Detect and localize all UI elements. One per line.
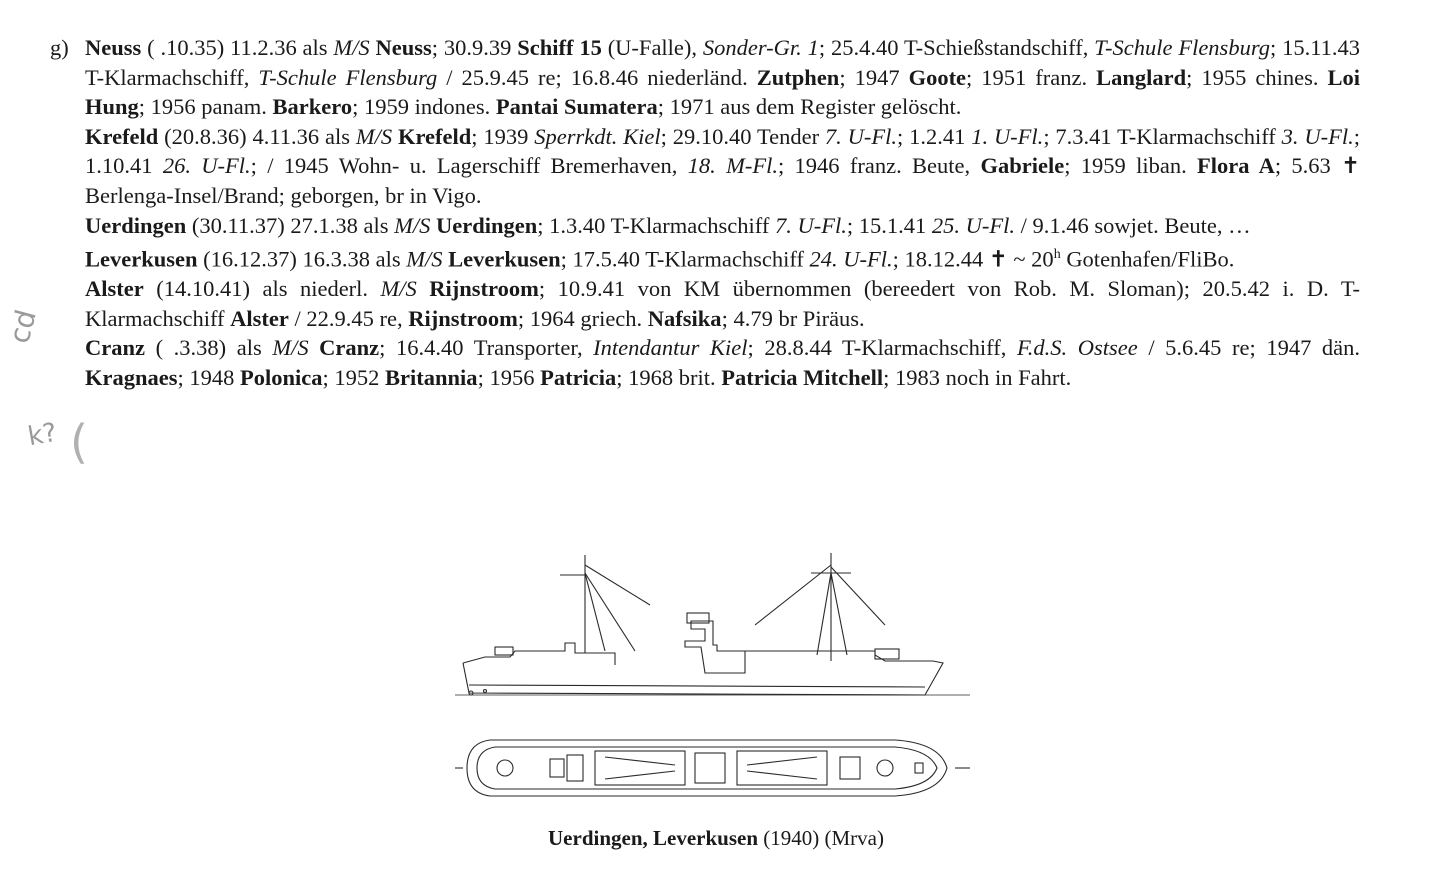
entry-text: (14.10.41) als niederl. [143, 276, 381, 302]
entry-text: ; 30.9.39 [431, 35, 518, 60]
unit-italic: F.d.S. Ostsee [1016, 335, 1138, 361]
unit-italic: M/S [355, 123, 393, 149]
caption-ship-names: Uerdingen, Leverkusen [548, 826, 759, 850]
entry-text: ; 15.11.43 T-Klarmachschiff, [85, 35, 1361, 90]
ship-name: Kragnaes [85, 365, 178, 391]
unit-italic: 3. U-Fl. [1281, 123, 1354, 149]
entry-text: ; 28.8.44 T-Klarmachschiff, [747, 335, 1017, 361]
ship-name: Goote [908, 64, 967, 90]
entry-text: ; 4.79 br Piräus. [721, 305, 865, 331]
ship-name: Britannia [385, 365, 478, 391]
unit-italic: M/S [394, 212, 431, 238]
entry-text: (U-Falle), [601, 35, 703, 60]
entry-text: / 25.9.45 re; 16.8.46 niederländ. [437, 64, 757, 90]
ship-name: Rijnstroom [408, 305, 518, 331]
entry-text: h [1053, 247, 1061, 263]
ship-entry-uerdingen [85, 211, 1360, 241]
margin-pencil-note: k? [25, 417, 60, 453]
unit-italic: M/S [380, 276, 417, 302]
ship-name: Schiff 15 [517, 35, 602, 60]
ship-entry-alster [85, 274, 1360, 333]
entry-text: ; 1968 brit. [616, 365, 722, 391]
entry-text [417, 276, 430, 301]
entry-text: ; 1971 aus dem Register gelöscht. [657, 94, 962, 120]
margin-pencil-mark: ( [70, 415, 88, 469]
ship-name: Patricia [540, 365, 617, 391]
unit-italic: M/S [406, 246, 443, 272]
entry-text: / 5.6.45 re; 1947 dän. [1137, 335, 1361, 361]
ship-name: Uerdingen [85, 212, 187, 238]
entry-text: Gotenhafen/FliBo. [1060, 246, 1235, 272]
ship-name: Langlard [1096, 64, 1187, 90]
entry-text: ; 1947 [839, 64, 909, 90]
ship-name: Krefeld [85, 123, 159, 149]
ship-name: Rijnstroom [429, 276, 539, 302]
entry-text: ; 17.5.40 T-Klarmachschiff [560, 246, 810, 272]
entry-text: ; 1939 [471, 123, 535, 149]
entry-text: / 9.1.46 sowjet. Beute, … [1014, 212, 1251, 238]
ship-entries [85, 33, 1360, 393]
ship-name: Flora A [1197, 153, 1275, 179]
entry-text: ; 10.9.41 von KM übernommen (bereedert von Rob. M. Sloman); 20.5.42 i. D. T-Klarmachschiff [85, 276, 1360, 331]
entry-text: ; 5.63 ✝ Berlenga-Insel/Brand; geborgen, br in Vigo. [85, 153, 1360, 208]
entry-text: ; 1.10.41 [85, 123, 1360, 179]
entry-text: ; 1955 chines. [1186, 64, 1328, 90]
ship-name: Neuss [85, 35, 142, 60]
ship-name: Polonica [240, 365, 323, 391]
entry-text: ; 1946 franz. Beute, [777, 153, 981, 179]
ship-name: Cranz [319, 335, 380, 361]
ship-name: Loi Hung [85, 64, 1360, 120]
ship-name: Uerdingen [436, 212, 538, 238]
entry-text: ; 1983 noch in Fahrt. [883, 365, 1072, 391]
ship-name: Leverkusen [85, 246, 198, 272]
entry-text: ; 15.1.41 [846, 212, 932, 238]
entry-text: ; 1959 liban. [1064, 153, 1198, 179]
caption-details: (1940) (Mrva) [758, 826, 884, 850]
entry-text: (16.12.37) 16.3.38 als [197, 246, 407, 272]
entry-text: ; 18.12.44 ✝ ~ 20 [892, 246, 1054, 272]
entry-text: ; 1.2.41 [897, 123, 972, 149]
figure-caption [0, 826, 1432, 851]
unit-italic: T-Schule Flensburg [258, 64, 438, 90]
entry-text: ; 16.4.40 Transporter, [379, 335, 594, 361]
entry-text: ; 1948 [177, 365, 241, 391]
entry-text: ; 7.3.41 T-Klarmachschiff [1043, 123, 1282, 149]
margin-pencil-note: cd [2, 306, 43, 347]
section-letter: g) [50, 35, 69, 60]
ship-name: Gabriele [980, 153, 1065, 179]
unit-italic: 7. U-Fl. [774, 212, 847, 238]
ship-entry-leverkusen [85, 240, 1360, 274]
entry-text: ; 1959 indones. [352, 94, 496, 120]
unit-italic: M/S [333, 35, 370, 60]
unit-italic: 18. M-Fl. [687, 153, 778, 179]
entry-text: ; 1956 [477, 365, 541, 391]
entry-text: ; 1952 [322, 365, 386, 391]
entry-text: ; 1956 panam. [138, 94, 273, 120]
entry-text: (20.8.36) 4.11.36 als [158, 123, 356, 149]
entry-text: ; 1951 franz. [966, 64, 1097, 90]
ship-name: Alster [85, 276, 144, 302]
unit-italic: 7. U-Fl. [824, 123, 898, 149]
ship-name: Zutphen [756, 64, 840, 90]
ship-name: Alster [230, 305, 289, 331]
ship-name: Neuss [375, 35, 432, 60]
entry-text: ; 29.10.40 Tender [660, 123, 825, 149]
entry-text: ( .10.35) 11.2.36 als [141, 35, 334, 60]
entry-text: ; 25.4.40 T-Schießstandschiff, [818, 35, 1095, 60]
unit-italic: Sonder-Gr. 1 [702, 35, 819, 60]
unit-italic: 1. U-Fl. [971, 123, 1044, 149]
entry-text: (30.11.37) 27.1.38 als [186, 212, 395, 238]
unit-italic: T-Schule Flensburg [1094, 35, 1270, 60]
ship-entry-krefeld [85, 122, 1360, 211]
entry-text [309, 335, 320, 360]
entry-text: / 22.9.45 re, [288, 305, 409, 331]
unit-italic: M/S [272, 335, 309, 361]
ship-name: Patricia Mitchell [721, 365, 884, 391]
unit-italic: 25. U-Fl. [931, 212, 1015, 238]
ship-name: Krefeld [397, 123, 472, 149]
ship-entry-neuss [85, 33, 1360, 122]
unit-italic: Sperrkdt. Kiel [534, 123, 661, 149]
ship-name: Barkero [272, 94, 353, 120]
ship-name: Pantai Sumatera [495, 94, 658, 120]
ship-name: Nafsika [647, 305, 722, 331]
ship-entry-cranz [85, 333, 1360, 392]
ship-line-drawing [455, 545, 975, 805]
unit-italic: 26. U-Fl. [162, 153, 251, 179]
entry-text: ; 1964 griech. [517, 305, 648, 331]
unit-italic: Intendantur Kiel [593, 335, 748, 361]
ship-plan-view [455, 740, 970, 796]
entry-text: ( .3.38) als [145, 335, 273, 361]
entry-text: ; / 1945 Wohn- u. Lagerschiff Bremerhaven, [250, 153, 688, 179]
entry-text: ; 1.3.40 T-Klarmachschiff [537, 212, 775, 238]
ship-name: Cranz [85, 335, 145, 361]
unit-italic: 24. U-Fl. [809, 246, 893, 272]
ship-name: Leverkusen [448, 246, 561, 272]
ship-side-profile [455, 553, 970, 695]
